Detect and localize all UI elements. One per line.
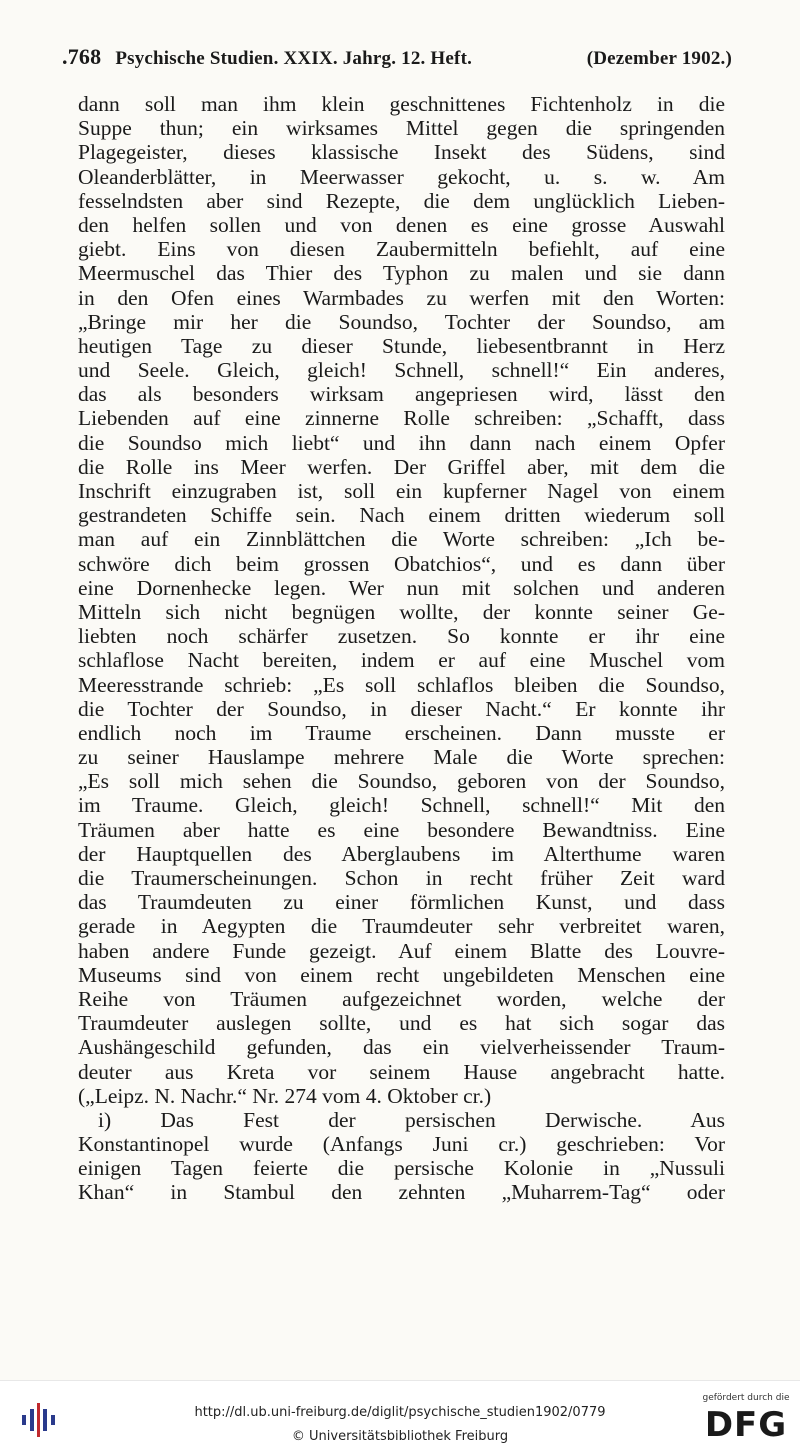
text-line: fesselndsten aber sind Rezepte, die dem unglücklich Lieben-: [78, 188, 725, 213]
text-line: Reihe von Träumen aufgezeichnet worden, welche der: [78, 986, 725, 1011]
text-line: Traumdeuter auslegen sollte, und es hat sich sogar das: [78, 1011, 725, 1036]
text-line: „Bringe mir her die Soundso, Tochter der Soundso, am: [78, 309, 725, 334]
text-line: die Tochter der Soundso, in dieser Nacht.“ Er konnte ihr: [78, 696, 725, 721]
text-line: „Es soll mich sehen die Soundso, geboren von der Soundso,: [78, 769, 725, 794]
text-line: die Rolle ins Meer werfen. Der Griffel aber, mit dem die: [78, 454, 725, 479]
text-line: im Traume. Gleich, gleich! Schnell, schnell!“ Mit den: [78, 793, 725, 818]
text-line: das Traumdeuten zu einer förmlichen Kunst, und dass: [78, 890, 725, 915]
section-heading-line: i) Das Fest der persischen Derwische. Aus: [98, 1107, 725, 1132]
source-url-link[interactable]: http://dl.ub.uni-freiburg.de/diglit/psychische_studien1902/0779: [194, 1405, 606, 1420]
dfg-logo: [700, 1393, 792, 1449]
journal-title: Psychische Studien. XXIX. Jahrg. 12. Heft.: [115, 48, 473, 69]
text-line: eine Dornenhecke legen. Wer nun mit solchen und anderen: [78, 575, 725, 600]
text-line: liebten noch schärfer zusetzen. So konnte er ihr eine: [78, 624, 725, 649]
viewer-footer: [0, 1380, 800, 1451]
text-line: Meermuschel das Thier des Typhon zu malen und sie dann: [78, 261, 725, 286]
text-line: man auf ein Zinnblättchen die Worte schreiben: „Ich be-: [78, 527, 725, 552]
page-number: .768: [62, 44, 102, 69]
text-line: endlich noch im Traume erscheinen. Dann musste er: [78, 720, 725, 745]
running-header: [62, 44, 732, 70]
text-line: Träumen aber hatte es eine besondere Bewandtniss. Eine: [78, 817, 725, 842]
dfg-logo-text: DFG: [704, 1405, 788, 1445]
ub-freiburg-logo-icon: [20, 1399, 56, 1439]
text-line: gerade in Aegypten die Traumdeuter sehr verbreitet waren,: [78, 914, 725, 939]
text-line: einigen Tagen feierte die persische Kolonie in „Nussuli: [78, 1156, 725, 1181]
text-line: Aushängeschild gefunden, das ein vielverheissender Traum-: [78, 1035, 725, 1060]
text-line: den helfen sollen und von denen es eine grosse Auswahl: [78, 212, 725, 237]
text-line: dann soll man ihm klein geschnittenes Fichtenholz in die: [78, 92, 725, 116]
text-line: haben andere Funde gezeigt. Auf einem Blatte des Louvre-: [78, 938, 725, 963]
text-line: Mitteln sich nicht begnügen wollte, der konnte seiner Ge-: [78, 599, 725, 624]
body-text: [78, 92, 725, 1205]
text-line: schlaflose Nacht bereiten, indem er auf eine Muschel vom: [78, 648, 725, 673]
text-line: die Soundso mich liebt“ und ihn dann nach einem Opfer: [78, 430, 725, 455]
text-line: der Hauptquellen des Aberglaubens im Alterthume waren: [78, 841, 725, 866]
citation-line: („Leipz. N. Nachr.“ Nr. 274 vom 4. Oktober cr.): [78, 1083, 492, 1108]
text-line: Oleanderblätter, in Meerwasser gekocht, u. s. w. Am: [78, 164, 725, 189]
text-line: Inschrift einzugraben ist, soll ein kupferner Nagel von einem: [78, 479, 725, 503]
text-line: gestrandeten Schiffe sein. Nach einem dritten wiederum soll: [78, 503, 725, 528]
text-line: Konstantinopel wurde (Anfangs Juni cr.) geschrieben: Vor: [78, 1132, 725, 1157]
text-line: und Seele. Gleich, gleich! Schnell, schnell!“ Ein anderes,: [78, 358, 725, 383]
text-line: Meeresstrande schrieb: „Es soll schlaflos bleiben die Soundso,: [78, 672, 725, 697]
text-line: heutigen Tage zu dieser Stunde, liebesentbrannt in Herz: [78, 333, 725, 358]
copyright-notice: © Universitätsbibliothek Freiburg: [291, 1429, 509, 1444]
text-line: schwöre dich beim grossen Obatchios“, und es dann über: [78, 551, 725, 576]
text-line: in den Ofen eines Warmbades zu werfen mit den Worten:: [78, 285, 725, 310]
text-line: zu seiner Hauslampe mehrere Male die Worte sprechen:: [78, 745, 725, 770]
text-line: die Traumerscheinungen. Schon in recht früher Zeit ward: [78, 866, 725, 890]
text-line: Liebenden auf eine zinnerne Rolle schreiben: „Schafft, dass: [78, 406, 725, 431]
text-line: Suppe thun; ein wirksames Mittel gegen die springenden: [78, 116, 725, 141]
issue-date: (Dezember 1902.): [586, 48, 732, 69]
text-line: giebt. Eins von diesen Zaubermitteln befiehlt, auf eine: [78, 237, 725, 262]
text-line: Plagegeister, dieses klassische Insekt des Südens, sind: [78, 140, 725, 165]
text-line: das als besonders wirksam angepriesen wird, lässt den: [78, 382, 725, 407]
dfg-funding-note: gefördert durch die: [702, 1393, 790, 1403]
text-line: deuter aus Kreta vor seinem Hause angebracht hatte.: [78, 1059, 725, 1084]
text-line: Museums sind von einem recht ungebildeten Menschen eine: [78, 962, 725, 987]
text-line: Khan“ in Stambul den zehnten „Muharrem-Tag“ oder: [78, 1180, 725, 1205]
